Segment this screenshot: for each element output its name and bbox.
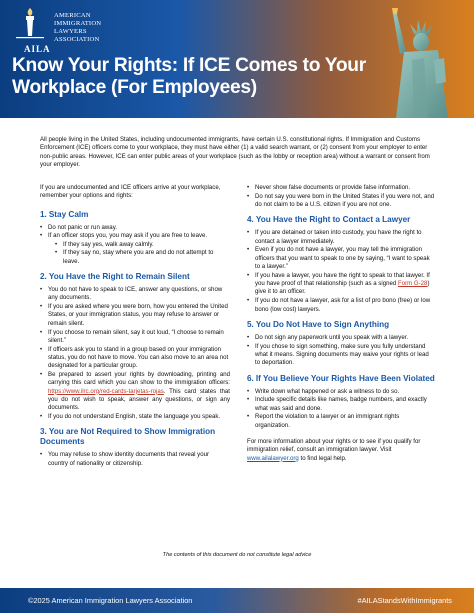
list-item: • If you do not have a lawyer, ask for a list of pro bono (free) or low bono (low cost) lawyers. bbox=[247, 297, 435, 314]
section-3-list bbox=[40, 451, 230, 468]
list-item: • Write down what happened or ask a witness to do so. bbox=[247, 388, 435, 396]
list-item-text: If an officer stops you, you may ask if you are free to leave. bbox=[48, 232, 208, 240]
section-6-list bbox=[247, 388, 435, 430]
section-4-heading bbox=[247, 215, 435, 225]
list-item: • If you chose to sign something, make sure you fully understand what it means. Signing documents may waive your rights or lead to deportation. bbox=[247, 343, 435, 368]
header-banner bbox=[0, 0, 474, 118]
g28-text-post: ) give it to an officer. bbox=[255, 280, 430, 296]
more-info-pre: For more information about your rights or to see if you qualify for immigration relief, consult an immigration lawyer. Visit bbox=[247, 438, 421, 454]
list-item bbox=[40, 371, 230, 412]
logo-line-1: AMERICAN bbox=[54, 12, 91, 19]
list-item: • Report the violation to a lawyer or an immigrant rights organization. bbox=[247, 413, 435, 430]
page-title: Know Your Rights: If ICE Comes to Your Workplace (For Employees) bbox=[12, 55, 366, 98]
section-6-title: If You Believe Your Rights Have Been Violated bbox=[255, 373, 435, 383]
list-item: • Include specific details like names, badge numbers, and exactly what was said and done. bbox=[247, 396, 435, 413]
section-1-list bbox=[40, 224, 230, 266]
section-2-title: You Have the Right to Remain Silent bbox=[48, 272, 190, 282]
section-2-heading bbox=[40, 272, 230, 282]
red-card-link[interactable]: https://www.ilrc.org/red-cards-tarjetas-rojas bbox=[48, 387, 164, 395]
sub-list-item: • If they say yes, walk away calmly. bbox=[55, 241, 230, 249]
section-4-number: 4. bbox=[247, 215, 254, 225]
sub-list-item: • If they say no, stay where you are and do not attempt to leave. bbox=[55, 249, 230, 266]
red-card-text-pre: Be prepared to assert your rights by downloading, printing and carrying this card which you can show to the immigration officers: bbox=[48, 371, 230, 387]
g28-text-pre: If you have a lawyer, you have the right to speak to that lawyer. If you have proof of that relationship (such as a signed bbox=[255, 271, 430, 288]
section-2-number: 2. bbox=[40, 272, 47, 282]
copyright-text: ©2025 American Immigration Lawyers Association bbox=[28, 596, 193, 605]
left-lead-text: If you are undocumented and ICE officers arrive at your workplace, remember your options and rights: bbox=[40, 184, 221, 200]
list-item: • If you are detained or taken into custody, you have the right to contact a lawyer immediately. bbox=[247, 229, 435, 246]
section-3-number: 3. bbox=[40, 427, 47, 437]
section-5-heading bbox=[247, 320, 435, 330]
footer-bar bbox=[0, 588, 474, 613]
logo-line-2: IMMIGRATION bbox=[54, 20, 102, 27]
section-3-heading bbox=[40, 427, 230, 447]
aila-logo[interactable] bbox=[12, 6, 132, 54]
section-3-continued-list bbox=[247, 184, 435, 209]
list-item: • Do not sign any paperwork until you speak with a lawyer. bbox=[247, 334, 435, 342]
list-item: • You may refuse to show identity documents that reveal your country of nationality or citizenship. bbox=[40, 451, 230, 468]
section-1-title: Stay Calm bbox=[48, 209, 89, 219]
section-5-title: You Do Not Have to Sign Anything bbox=[255, 319, 390, 329]
section-6-number: 6. bbox=[247, 373, 254, 383]
section-4-title: You Have the Right to Contact a Lawyer bbox=[255, 215, 411, 225]
section-1-heading bbox=[40, 210, 230, 220]
logo-line-4: ASSOCIATION bbox=[54, 36, 100, 43]
left-column bbox=[40, 184, 230, 468]
logo-acronym: AILA bbox=[24, 44, 51, 54]
section-5-number: 5. bbox=[247, 319, 254, 329]
list-item: • Do not say you were born in the United States if you were not, and do not claim to be a U.S. citizen if you are not one. bbox=[247, 193, 435, 210]
list-item: • If you choose to remain silent, say it out loud, “I choose to remain silent.” bbox=[40, 329, 230, 346]
section-5-list bbox=[247, 334, 435, 368]
section-6-heading bbox=[247, 374, 435, 384]
section-2-list bbox=[40, 286, 230, 421]
right-column bbox=[247, 184, 435, 463]
section-3-title: You are Not Required to Show Immigration Documents bbox=[40, 427, 216, 447]
intro-paragraph: All people living in the United States, including undocumented immigrants, have certain U.S. constitutional rights. If Immigration and Customs Enforcement (ICE) officers come to your workplace, they must have either (1) a valid search warrant, or (2) consent from your employer to enter non-public areas. However, ICE can enter public areas of your workplace (such as the lobby or reception area) without a warrant or consent from your employer. bbox=[40, 136, 430, 169]
section-4-list bbox=[247, 229, 435, 313]
list-item: • Do not panic or run away. bbox=[40, 224, 230, 232]
list-item: • If officers ask you to stand in a group based on your immigration status, you do not have to move. You can also move to an area not designated for a particular group. bbox=[40, 346, 230, 371]
list-item: • Never show false documents or provide false information. bbox=[247, 184, 435, 192]
logo-wordmark bbox=[54, 12, 101, 44]
red-card-text-post: . This card states that you do not wish to speak, answer any questions, or sign any documents. bbox=[48, 387, 230, 412]
section-1-sublist bbox=[48, 241, 230, 266]
logo-line-3: LAWYERS bbox=[54, 28, 87, 35]
hashtag-text: #AILAStandsWithImmigrants bbox=[357, 596, 452, 605]
more-info-post: to find legal help. bbox=[298, 454, 347, 462]
form-g28-link[interactable]: Form G-28 bbox=[397, 280, 428, 288]
section-1-number: 1. bbox=[40, 209, 47, 219]
list-item: • If you are asked where you were born, how you entered the United States, or your immigration status, you may refuse to answer or remain silent. bbox=[40, 303, 230, 328]
list-item bbox=[40, 232, 230, 266]
list-item: • If you do not understand English, state the language you speak. bbox=[40, 413, 230, 421]
list-item: • Even if you do not have a lawyer, you may tell the immigration officers that you want to speak to one by saying, “I want to speak to a lawyer.” bbox=[247, 246, 435, 271]
list-item: • You do not have to speak to ICE, answer any questions, or show any documents. bbox=[40, 286, 230, 303]
legal-disclaimer: The contents of this document do not constitute legal advice bbox=[162, 552, 312, 558]
more-info-paragraph bbox=[247, 438, 435, 463]
ailalawyer-link[interactable]: www.ailalawyer.org bbox=[247, 454, 299, 462]
list-item bbox=[247, 272, 435, 297]
